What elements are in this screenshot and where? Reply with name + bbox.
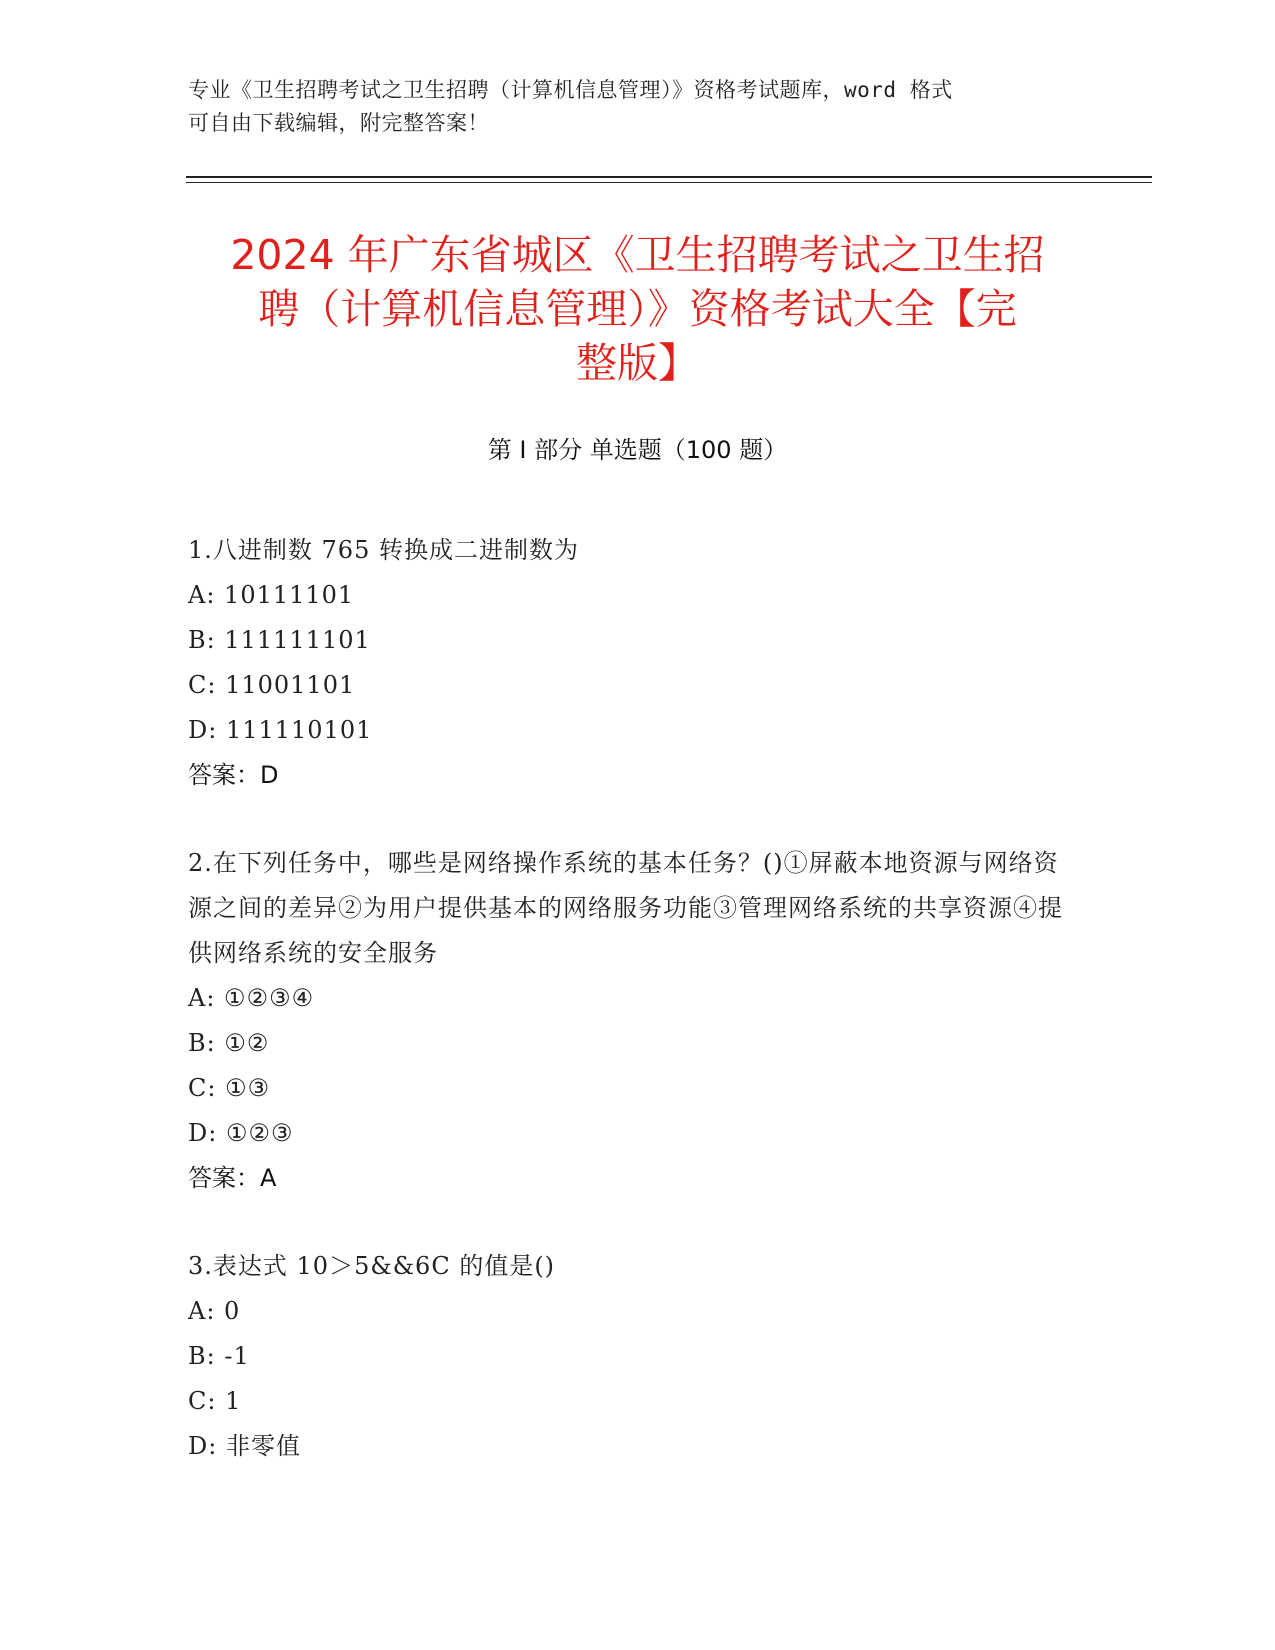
option-b: B: -1 xyxy=(188,1342,250,1370)
header-note-line-2: 可自由下载编辑，附完整答案！ xyxy=(188,111,489,135)
section-heading: 第 I 部分 单选题（100 题） xyxy=(487,436,788,464)
option-c: C: 1 xyxy=(188,1387,242,1415)
question-2 xyxy=(188,841,1068,1201)
header-divider-thick xyxy=(186,176,1152,178)
question-3 xyxy=(188,1244,1068,1469)
question-text: 3.表达式 10＞5&&6C 的值是() xyxy=(188,1252,556,1280)
question-list xyxy=(188,528,1068,1512)
question-text: 1.八进制数 765 转换成二进制数为 xyxy=(188,536,579,564)
answer: 答案：D xyxy=(188,761,279,789)
question-1 xyxy=(188,528,1068,798)
option-b: B: 111111101 xyxy=(188,626,371,654)
header-divider-thin xyxy=(186,182,1152,183)
header-note-line-1: 专业《卫生招聘考试之卫生招聘（计算机信息管理）》资格考试题库，word 格式 xyxy=(188,78,953,102)
document-title-line-1: 2024 年广东省城区《卫生招聘考试之卫生招 xyxy=(230,231,1045,279)
option-b: B: ①② xyxy=(188,1029,270,1057)
option-d: D: 111110101 xyxy=(188,716,373,744)
option-d: D: 非零值 xyxy=(188,1432,301,1460)
answer: 答案：A xyxy=(188,1164,277,1192)
option-c: C: 11001101 xyxy=(188,671,356,699)
document-title-line-2: 聘（计算机信息管理）》资格考试大全【完 xyxy=(258,285,1017,333)
option-a: A: 0 xyxy=(188,1297,241,1325)
document-title xyxy=(180,228,1095,390)
question-text: 2.在下列任务中，哪些是网络操作系统的基本任务？()①屏蔽本地资源与网络资源之间的差异②为用户提供基本的网络服务功能③管理网络系统的共享资源④提供网络系统的安全服务 xyxy=(188,849,1063,967)
document-title-line-3: 整版】 xyxy=(576,339,699,387)
option-a: A: ①②③④ xyxy=(188,984,315,1012)
option-d: D: ①②③ xyxy=(188,1119,294,1147)
option-c: C: ①③ xyxy=(188,1074,271,1102)
option-a: A: 10111101 xyxy=(188,581,355,609)
header-note xyxy=(188,74,1068,140)
